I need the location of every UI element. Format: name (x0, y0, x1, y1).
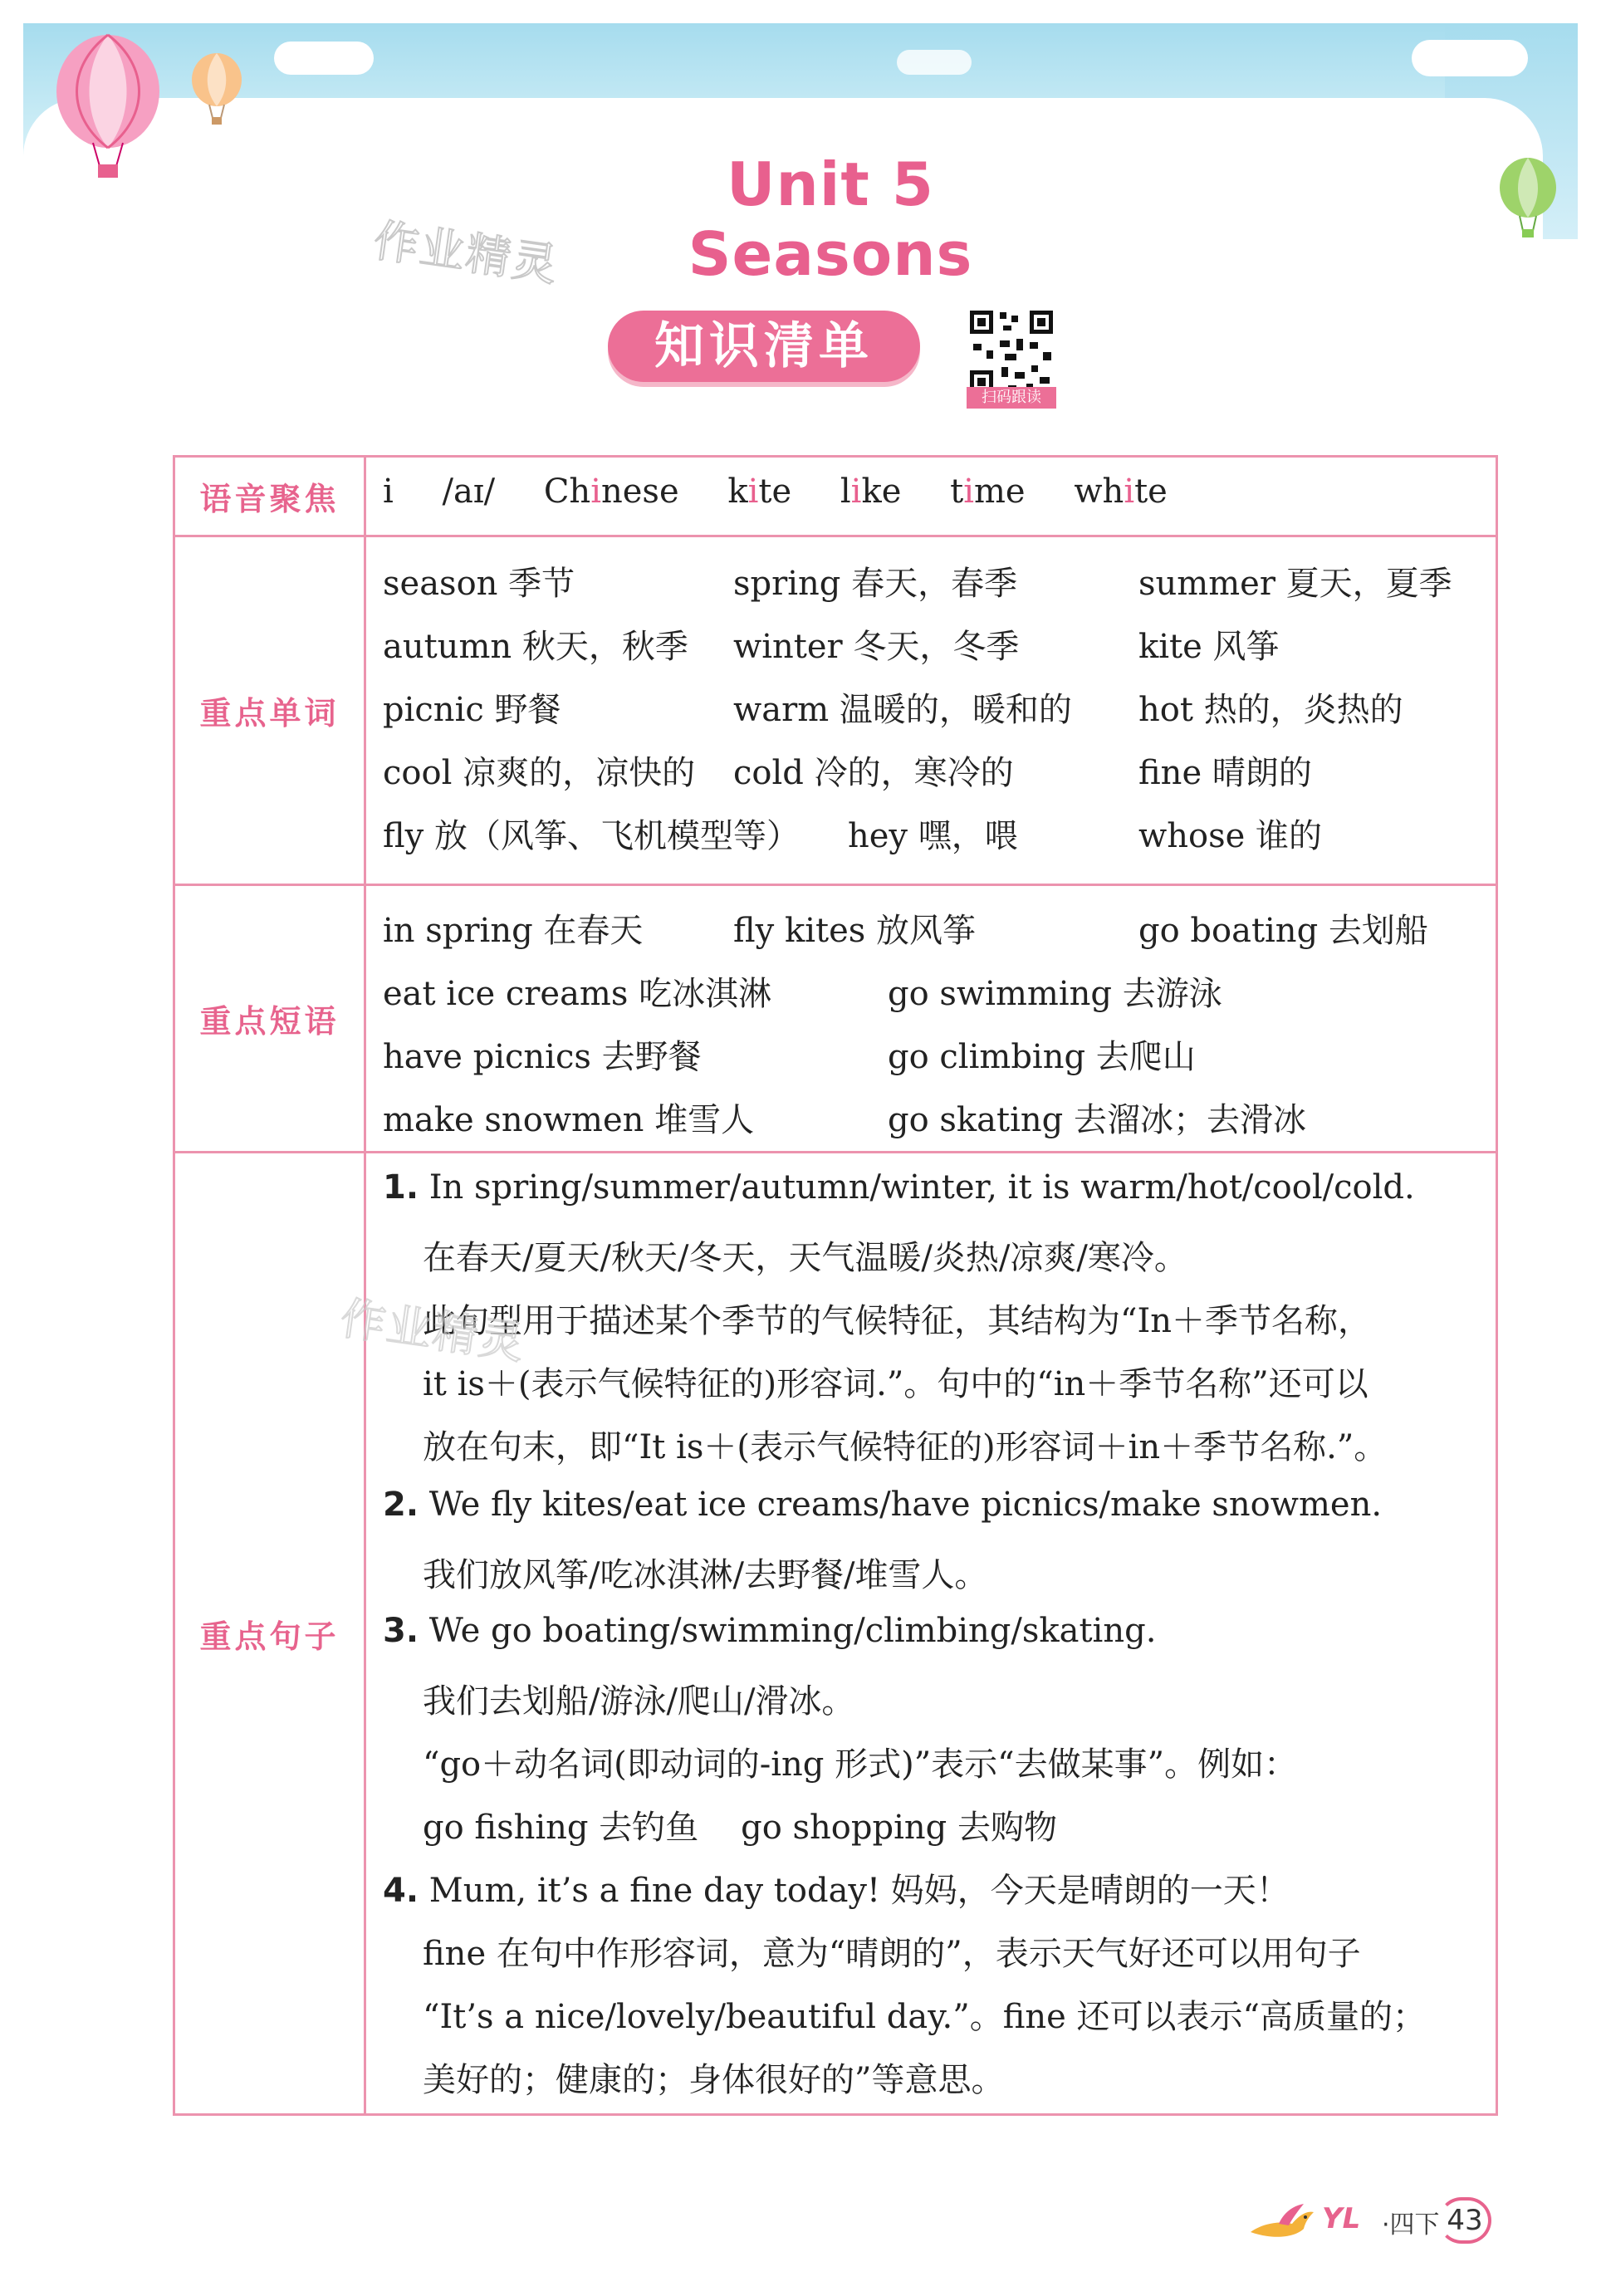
key-phrases-row (175, 886, 1496, 1153)
vocab-item: autumn 秋天，秋季 (383, 628, 688, 666)
knowledge-table (173, 455, 1498, 2116)
grade-label: ·四下 (1382, 2210, 1440, 2240)
phonics-word: Chinese (543, 472, 679, 511)
phonics-word: time (950, 472, 1026, 511)
vocab-item: picnic 野餐 (383, 691, 561, 729)
sentence-2-translation: 我们放风筝/吃冰淇淋/去野餐/堆雪人。 (423, 1556, 988, 1594)
phrase-item: go climbing 去爬山 (888, 1038, 1196, 1076)
phrase-item: go skating 去溜冰；去滑冰 (888, 1101, 1306, 1139)
sentence-4-note: “It’s a nice/lovely/beautiful day.”。fine 还可以表示“高质量的； (423, 1998, 1426, 2036)
phonics-word: white (1074, 472, 1168, 511)
phrase-item: go boating 去划船 (1138, 912, 1428, 950)
vocab-item: fine 晴朗的 (1138, 754, 1312, 792)
phrase-item: in spring 在春天 (383, 912, 644, 950)
sentence-3-note: “go＋动名词(即动词的-ing 形式)”表示“去做某事”。例如： (423, 1745, 1298, 1784)
cloud-decoration (897, 50, 972, 75)
phonics-row (175, 458, 1496, 537)
vocab-item: warm 温暖的，暖和的 (733, 691, 1072, 729)
page-footer (1246, 2192, 1511, 2250)
phonics-ipa: /aɪ/ (442, 472, 496, 511)
phrase-item: go swimming 去游泳 (888, 975, 1222, 1013)
row-label: 重点句子 (175, 1153, 366, 2113)
vocab-item: cold 冷的，寒冷的 (733, 754, 1014, 792)
watermark: 作业精灵 (337, 1291, 529, 1370)
phrase-item: make snowmen 堆雪人 (383, 1101, 755, 1139)
row-label: 语音聚焦 (175, 458, 366, 535)
sentence-1-note: 放在句末，即“It is＋(表示气候特征的)形容词＋in＋季节名称.”。 (423, 1428, 1388, 1466)
vocab-item: season 季节 (383, 565, 575, 603)
phrase-item: eat ice creams 吃冰淇淋 (383, 975, 772, 1013)
sentence-1: 1. In spring/summer/autumn/winter, it is warm/hot/cool/cold. (383, 1168, 1415, 1207)
vocab-item: hey 嘿，喂 (848, 817, 1018, 855)
sentence-1-note: 此句型用于描述某个季节的气候特征，其结构为“In＋季节名称， (423, 1302, 1372, 1340)
sentence-3-translation: 我们去划船/游泳/爬山/滑冰。 (423, 1682, 855, 1721)
bird-icon (1246, 2199, 1317, 2244)
vocab-item: fly 放（风筝、飞机模型等） (383, 817, 800, 855)
row-label: 重点单词 (175, 537, 366, 884)
vocab-item: spring 春天，春季 (733, 565, 1018, 603)
vocab-item: winter 冬天，冬季 (733, 628, 1020, 666)
sentence-1-translation: 在春天/夏天/秋天/冬天，天气温暖/炎热/凉爽/寒冷。 (423, 1239, 1187, 1277)
vocab-item: hot 热的，炎热的 (1138, 691, 1403, 729)
vocab-item: cool 凉爽的，凉快的 (383, 754, 696, 792)
sentence-3: 3. We go boating/swimming/climbing/skating. (383, 1612, 1157, 1650)
page-number: 43 (1438, 2197, 1491, 2244)
sentence-4: 4. Mum, it’s a fine day today! 妈妈，今天是晴朗的一天！ (383, 1872, 1290, 1910)
hot-air-balloon-icon (50, 33, 174, 183)
vocab-item: summer 夏天，夏季 (1138, 565, 1452, 603)
hot-air-balloon-icon (1495, 158, 1561, 241)
vocab-item: kite 风筝 (1138, 628, 1280, 666)
watermark: 作业精灵 (370, 213, 562, 292)
phrase-item: fly kites 放风筝 (733, 912, 977, 950)
key-words-row (175, 537, 1496, 886)
cloud-decoration (274, 42, 374, 75)
brand-logo: YL (1322, 2202, 1361, 2235)
sentence-4-note: 美好的；健康的；身体很好的”等意思。 (423, 2061, 1005, 2099)
phrase-item: have picnics 去野餐 (383, 1038, 702, 1076)
sentence-4-note: fine 在句中作形容词，意为“晴朗的”，表示天气好还可以用句子 (423, 1935, 1361, 1973)
sentence-3-note: go fishing 去钓鱼 go shopping 去购物 (423, 1809, 1057, 1847)
phonics-content (383, 472, 1206, 511)
phonics-word: like (840, 472, 902, 511)
phonics-letter: i (383, 472, 394, 511)
phonics-word: kite (727, 472, 792, 511)
sentence-2: 2. We fly kites/eat ice creams/have picnics/make snowmen. (383, 1486, 1383, 1524)
section-badge: 知识清单 (608, 311, 920, 382)
cloud-decoration (1412, 40, 1528, 76)
qr-label: 扫码跟读 (967, 387, 1056, 409)
sentence-1-note: it is＋(表示气候特征的)形容词.”。句中的“in＋季节名称”还可以 (423, 1365, 1368, 1403)
page-title: Unit 5 Seasons (688, 149, 973, 289)
vocab-item: whose 谁的 (1138, 817, 1322, 855)
row-label: 重点短语 (175, 886, 366, 1151)
hot-air-balloon-icon (188, 53, 246, 128)
